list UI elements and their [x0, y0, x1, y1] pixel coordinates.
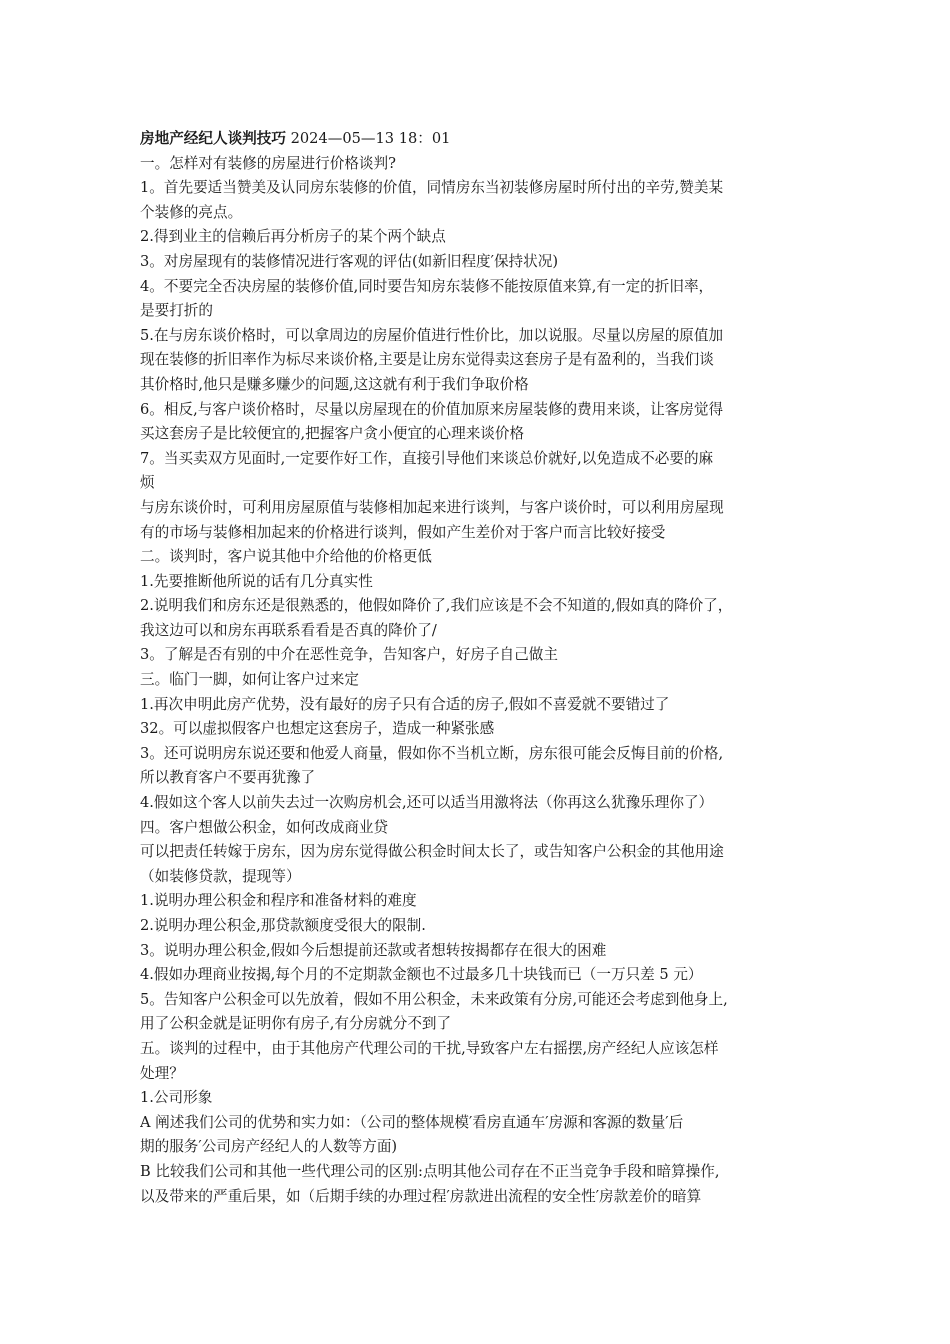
text-line: 3。了解是否有别的中介在恶性竞争，告知客户，好房子自己做主	[140, 646, 558, 664]
text-line: 4.假如办理商业按揭,每个月的不定期款金额也不过最多几十块钱而已（一万只差 5 元）	[140, 966, 703, 984]
text-line: 5.在与房东谈价格时，可以拿周边的房屋价值进行性价比，加以说服。尽量以房屋的原值加	[140, 326, 724, 344]
document-body	[140, 127, 812, 1209]
document-title: 房地产经纪人谈判技巧	[140, 130, 286, 147]
text-line: 6。相反,与客户谈价格时，尽量以房屋现在的价值加原来房屋装修的费用来谈，让客房觉得	[140, 400, 724, 418]
text-line: 烦	[140, 474, 155, 492]
text-line: 2.得到业主的信赖后再分析房子的某个两个缺点	[140, 228, 446, 246]
text-line: 7。当买卖双方见面时,一定要作好工作，直接引导他们来谈总价就好,以免造成不必要的麻	[140, 449, 714, 467]
text-line: A 阐述我们公司的优势和实力如：（公司的整体规模′看房直通车′房源和客源的数量′后	[140, 1113, 684, 1131]
text-line: 3。还可说明房东说还要和他爱人商量，假如你不当机立断，房东很可能会反悔目前的价格,	[140, 744, 724, 762]
text-line: 2.说明我们和房东还是很熟悉的，他假如降价了,我们应该是不会不知道的,假如真的降价了，	[140, 597, 733, 615]
text-line: 个装修的亮点。	[140, 203, 243, 221]
text-line: （如装修贷款，提现等）	[140, 867, 301, 885]
document-datetime: 2024—05—13 18：01	[290, 130, 451, 147]
text-line: 所以教育客户不要再犹豫了	[140, 769, 316, 787]
text-line: 1.先要推断他所说的话有几分真实性	[140, 572, 373, 590]
text-line: 二。谈判时，客户说其他中介给他的价格更低	[140, 548, 432, 566]
text-line: 1.公司形象	[140, 1089, 213, 1107]
text-line: 5。告知客户公积金可以先放着，假如不用公积金，未来政策有分房,可能还会考虑到他身上,	[140, 990, 728, 1008]
text-line: 三。临门一脚，如何让客户过来定	[140, 671, 359, 689]
document-text-lines	[140, 152, 812, 1210]
text-line: 买这套房子是比较便宜的,把握客户贪小便宜的心理来谈价格	[140, 425, 525, 443]
text-line: 现在装修的折旧率作为标尽来谈价格,主要是让房东觉得卖这套房子是有盈利的，当我们谈	[140, 351, 714, 369]
text-line: 我这边可以和房东再联系看看是否真的降价了/	[140, 621, 437, 639]
text-line: 1。首先要适当赞美及认同房东装修的价值，同情房东当初装修房屋时所付出的辛劳,赞美某	[140, 179, 724, 197]
text-line: 一。怎样对有装修的房屋进行价格谈判?	[140, 154, 396, 172]
text-line: 可以把责任转嫁于房东，因为房东觉得做公积金时间太长了，或告知客户公积金的其他用途	[140, 843, 724, 861]
text-line: 4.假如这个客人以前失去过一次购房机会,还可以适当用激将法（你再这么犹豫乐理你了）	[140, 794, 714, 812]
text-line: 有的市场与装修相加起来的价格进行谈判，假如产生差价对于客户而言比较好接受	[140, 523, 666, 541]
text-line: 处理？	[140, 1064, 184, 1082]
text-line: 3。说明办理公积金,假如今后想提前还款或者想转按揭都存在很大的困难	[140, 941, 607, 959]
text-line: 4。不要完全否决房屋的装修价值,同时要告知房东装修不能按原值来算,有一定的折旧率，	[140, 277, 714, 295]
text-line: 以及带来的严重后果，如（后期手续的办理过程′房款进出流程的安全性′房款差价的暗算	[140, 1187, 702, 1205]
text-line: 用了公积金就是证明你有房子,有分房就分不到了	[140, 1015, 452, 1033]
text-line: 其价格时,他只是赚多赚少的问题,这这就有利于我们争取价格	[140, 375, 529, 393]
text-line: 2.说明办理公积金,那贷款额度受很大的限制.	[140, 917, 426, 934]
text-line: 与房东谈价时，可利用房屋原值与装修相加起来进行谈判，与客户谈价时，可以利用房屋现	[140, 498, 724, 516]
text-line: 五。谈判的过程中，由于其他房产代理公司的干扰,导致客户左右摇摆,房产经纪人应该怎样	[140, 1039, 719, 1057]
document-heading	[140, 127, 812, 152]
text-line: B 比较我们公司和其他一些代理公司的区别:点明其他公司存在不正当竞争手段和暗算操作,	[140, 1162, 720, 1180]
text-line: 是要打折的	[140, 302, 213, 320]
text-line: 期的服务′公司房产经纪人的人数等方面)	[140, 1138, 398, 1156]
text-line: 1.说明办理公积金和程序和准备材料的难度	[140, 892, 417, 910]
text-line: 3。对房屋现有的装修情况进行客观的评估(如新旧程度′保持状况)	[140, 252, 559, 270]
text-line: 32。可以虚拟假客户也想定这套房子，造成一种紧张感	[140, 720, 495, 738]
text-line: 四。客户想做公积金，如何改成商业贷	[140, 818, 389, 836]
text-line: 1.再次申明此房产优势，没有最好的房子只有合适的房子,假如不喜爱就不要错过了	[140, 695, 670, 713]
